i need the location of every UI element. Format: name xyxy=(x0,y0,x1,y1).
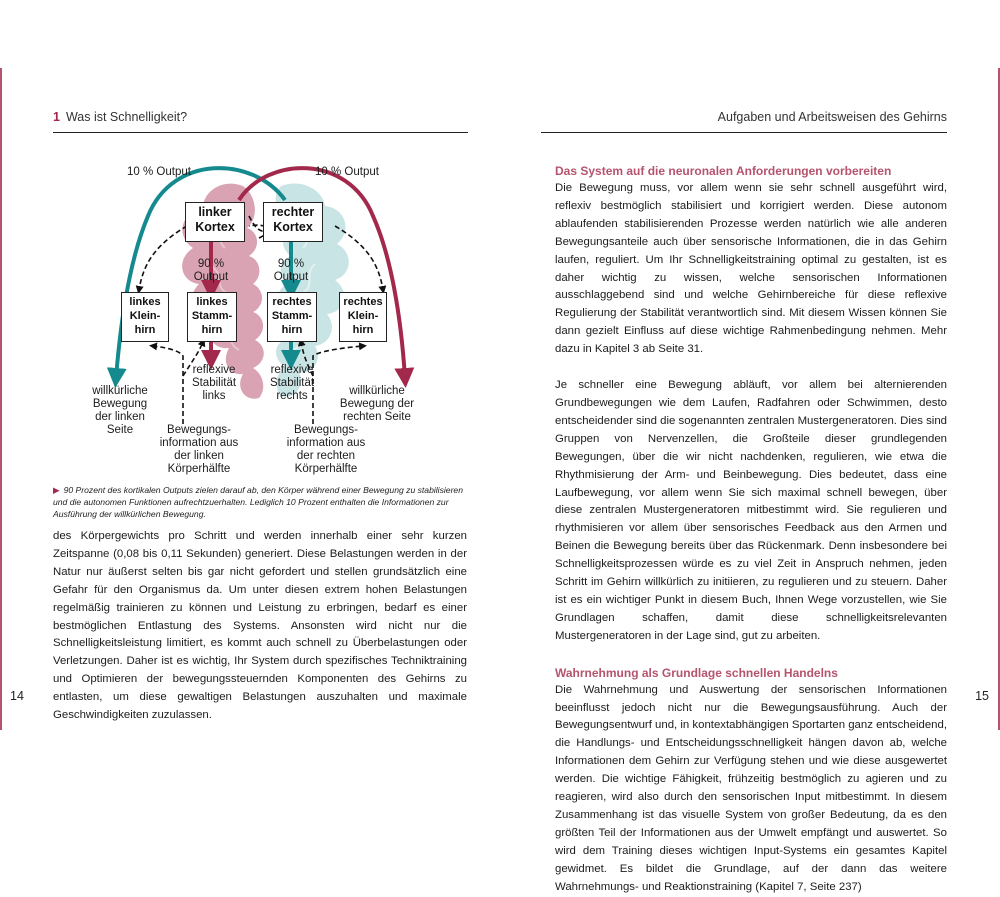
chapter-number: 1 xyxy=(53,110,60,124)
right-column-text xyxy=(555,162,947,897)
right-paragraph-2: Je schneller eine Bewegung abläuft, vor allem bei alternierenden Grundbewegungen wie dem Laufen, Radfahren oder Schwimmen, desto entscheidender sind die sogenannten zentralen Mustergeneratoren. Dies sind Gruppen von Nervenzellen, die Großteile dieser grundlegenden Bewegungen, über die wir nicht nachdenken, regulieren, wie etwa die Rhythmisierung der Arm- und Beinbewegung. Dies bedeutet, dass eine Laufbewegung, vor allem wenn Sie sich maximal schnell bewegen, über diese zentralen Mustergeneratoren mitbestimmt wird. Sie regulieren und rhythmisieren vor allem über sensorisches Feedback aus den Armen und Beinen die Bewegung bereits über das Rückenmark. Denn insbesondere bei Schnelligkeitsprozessen würde es zu viel Zeit in Anspruch nehmen, jeden Schritt im Gehirn willkürlich zu initiieren, zu regulieren und zu steuern. Daher ist es ein wichtiger Punkt in diesem Buch, Ihnen Wege vorzustellen, wie Sie Grundlagen schaffen, damit diese schnelligkeitsrelevanten Mustergeneratoren in der Lage sind, gut zu arbeiten. xyxy=(555,379,947,642)
output-90-label-left: 90 % Output xyxy=(193,258,229,283)
info-label-left: Bewegungs-information aus der linken Körperhälfte xyxy=(159,424,239,475)
right-paragraph-1: Die Bewegung muss, vor allem wenn sie sehr schnell ausgeführt wird, reflexiv bestmöglich stabilisiert und korrigiert werden. Diese autonom ablaufenden stabilisierenden Prozesse werden natürlich wie alle anderen Bewegungsanteile auch über sensorische Informationen, die in das Gehirn laufen, reguliert. Um Ihr Schnelligkeitstraining optimal zu gestalten, ist es daher wichtig zu wissen, welche sensorischen Informationen ausschlaggebend sind und welche Gehirnbereiche für diese reflexive Regulierung der Stabilität verantwortlich sind. Mit diesem Wissen können Sie dann gezielt Einfluss auf diese wichtige Rahmenbedingung nehmen. Mehr dazu in Kapitel 3 ab Seite 31. xyxy=(555,182,947,356)
running-head-right: Aufgaben und Arbeitsweisen des Gehirns xyxy=(717,110,947,124)
left-paragraph: des Körpergewichts pro Schritt und werden innerhalb einer sehr kurzen Zeitspanne (0,08 bis 0,11 Sekunden) generiert. Diese Belastungen werden in der Natur nur äußerst selten bis gar nicht gefordert und stellen grundsätzlich eine Gefahr für den Organismus da. Um unter diesen extrem hohen Belastungen regelmäßig trainieren zu können und Leistung zu erbringen, bedarf es einer bestmöglichen Entlastung des Systems. Ansonsten wird nicht nur die Schnelligkeitsleistung limitiert, es kommt auch schnell zu Überbelastungen oder Verletzungen. Daher ist es wichtig, Ihr System durch spezifisches Techniktraining und Optimieren der bewegungssteuernden Komponenten des Gehirns zu entlasten, um diese gewaltigen Belastungen auszuhalten und maximale Geschwindigkeiten zuzulassen. xyxy=(53,530,467,722)
chapter-title: Was ist Schnelligkeit? xyxy=(65,110,188,124)
caption-text: 90 Prozent des kortikalen Outputs zielen darauf ab, den Körper während einer Bewegung zu stabilisieren und die autonomen Funktionen aufrechtzuerhalten. Lediglich 10 Prozent enthalten die Informationen zur Ausführung der willkürlichen Bewegung. xyxy=(53,485,463,519)
page-edge-left xyxy=(0,68,2,730)
section-heading-1: Das System auf die neuronalen Anforderungen vorbereiten xyxy=(555,164,892,178)
output-label-right: 10 % Output xyxy=(315,166,379,178)
stability-label-left: reflexive Stabilität links xyxy=(191,364,237,402)
brain-diagram xyxy=(53,156,468,476)
running-head-left xyxy=(53,110,187,124)
figure-caption xyxy=(53,484,467,520)
box-right-cerebellum: rechtes Klein-hirn xyxy=(339,292,387,342)
output-90-label-right: 90 % Output xyxy=(273,258,309,283)
movement-label-left: willkürliche Bewegung der linken Seite xyxy=(92,385,148,436)
box-right-brainstem: rechtes Stamm-hirn xyxy=(267,292,317,342)
right-paragraph-3: Die Wahrnehmung und Auswertung der sensorischen Informationen beeinflusst jedoch nicht nur die Bewegungsausführung. Auch der Bewegungsentwurf und, in kontextabhängigen Sportarten ganz entscheidend, die Handlungs- und Entscheidungsschnelligkeit hängen davon ab, welche Informationen dem Gehirn zur Verfügung stehen und wie diese ausgewertet werden. Die wichtige Fähigkeit, frühzeitig bestmöglich zu agieren und zu reagieren, wird also durch den sensorischen Input mitbestimmt. In diesem Zusammenhang ist das visuelle System von großer Bedeutung, da es den größten Teil der Informationen aus der Umwelt empfängt und auswertet. So wird dem Training dieses wichtigen Input-Systems ein gesamtes Kapitel gewidmet. Es bildet die Grundlage, auf der dann das weitere Wahrnehmungs- und Reaktionstraining (Kapitel 7, Seite 237) xyxy=(555,683,947,893)
caption-marker-icon: ▶ xyxy=(53,485,60,495)
dashed-info-left-up xyxy=(153,346,183,424)
movement-label-right: willkürliche Bewegung der rechten Seite xyxy=(339,385,415,423)
stability-label-right: reflexive Stabilität rechts xyxy=(269,364,315,402)
section-heading-2: Wahrnehmung als Grundlage schnellen Handelns xyxy=(555,665,838,680)
header-rule-right xyxy=(541,132,947,133)
left-column-text xyxy=(53,528,467,725)
info-label-right: Bewegungs-information aus der rechten Körperhälfte xyxy=(286,424,366,475)
box-left-cortex: linker Kortex xyxy=(185,202,245,242)
box-left-brainstem: linkes Stamm-hirn xyxy=(187,292,237,342)
page-number-left: 14 xyxy=(10,689,24,703)
dashed-cortex-to-left-cerebellum xyxy=(139,226,187,290)
page-number-right: 15 xyxy=(975,689,989,703)
box-right-cortex: rechter Kortex xyxy=(263,202,323,242)
box-left-cerebellum: linkes Klein-hirn xyxy=(121,292,169,342)
header-rule-left xyxy=(53,132,468,133)
output-label-left: 10 % Output xyxy=(127,166,191,178)
